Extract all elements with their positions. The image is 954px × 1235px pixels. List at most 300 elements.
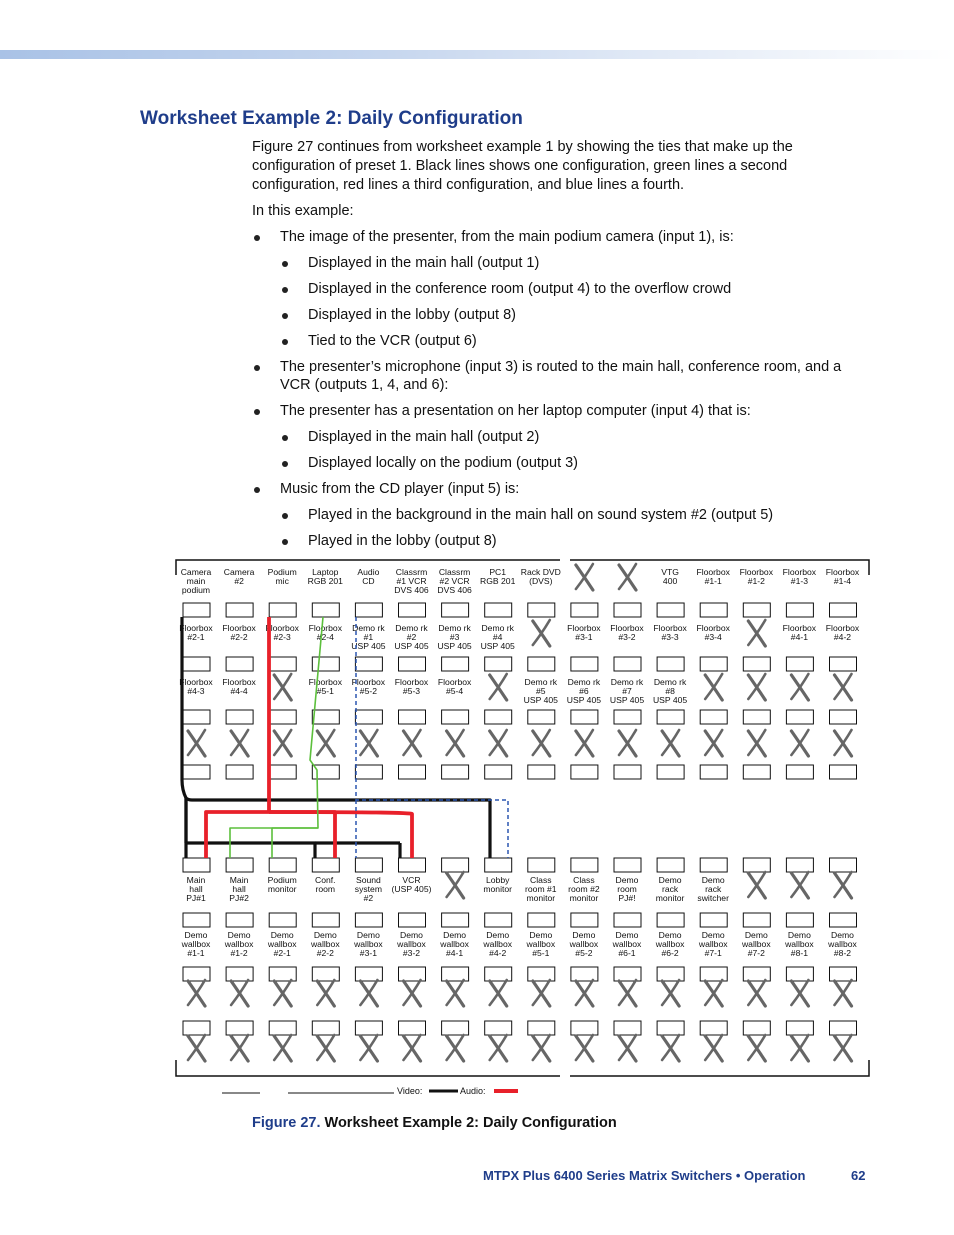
bullet-dot (254, 235, 260, 241)
input-box (786, 657, 813, 671)
input-box (743, 657, 770, 671)
input-box (528, 603, 555, 617)
output-label: wallbox (741, 939, 771, 949)
input-box (528, 710, 555, 724)
input-label: Camera (180, 567, 212, 577)
input-box (355, 765, 382, 779)
input-label: RGB 201 (480, 576, 516, 586)
output-box (830, 913, 857, 927)
output-box (485, 913, 512, 927)
input-label: Floorbox (653, 623, 687, 633)
output-label: Demo (658, 875, 682, 885)
output-box (485, 1021, 512, 1035)
output-label: Demo (184, 930, 208, 940)
input-label: USP 405 (609, 695, 645, 705)
input-label: Floorbox (437, 677, 472, 687)
output-label: Demo (701, 930, 725, 940)
input-label: #5-1 (316, 686, 334, 696)
input-label: Audio (357, 567, 380, 577)
unused-x-mark (533, 730, 550, 756)
red-audio-line (269, 812, 412, 858)
output-label: wallbox (655, 939, 685, 949)
unused-x-mark (404, 1035, 421, 1061)
unused-x-mark (231, 980, 248, 1006)
input-box (399, 765, 426, 779)
unused-x-mark (576, 564, 593, 590)
input-label: #3 (449, 632, 460, 642)
unused-x-mark (317, 730, 334, 756)
input-label: Floorbox (265, 623, 299, 633)
output-label: Demo (443, 930, 467, 940)
bullet-dot (254, 487, 260, 493)
input-box (312, 603, 339, 617)
input-box (743, 603, 770, 617)
input-label: #1-1 (704, 576, 722, 586)
input-label: Camera (223, 567, 255, 577)
input-box (269, 765, 296, 779)
output-box (786, 967, 813, 981)
input-box (700, 710, 727, 724)
output-label: system (354, 884, 383, 894)
output-label: #3-1 (359, 948, 378, 958)
output-box (571, 858, 598, 872)
input-label: #1-3 (790, 576, 809, 586)
output-box (269, 967, 296, 981)
input-label: #6 (579, 686, 589, 696)
input-box (700, 657, 727, 671)
output-label: #8-1 (790, 948, 809, 958)
bullet-text: Tied to the VCR (output 6) (308, 333, 477, 349)
output-box (485, 858, 512, 872)
unused-x-mark (705, 980, 722, 1006)
input-label: Floorbox (179, 623, 213, 633)
bullet-text: Displayed locally on the podium (output 3) (308, 455, 579, 471)
output-box (830, 967, 857, 981)
input-label: USP 405 (652, 695, 688, 705)
input-box (614, 710, 641, 724)
figure-caption (252, 1115, 617, 1131)
bullet-text: The presenter’s microphone (input 3) is routed to the main hall, conference room, and a (280, 359, 842, 375)
bullet-text: Displayed in the main hall (output 1) (308, 255, 540, 271)
input-label: #4-2 (833, 632, 852, 642)
unused-x-mark (619, 1035, 636, 1061)
output-label: Demo (486, 930, 510, 940)
input-label: #4-4 (230, 686, 248, 696)
output-box (614, 1021, 641, 1035)
input-box (743, 710, 770, 724)
input-label: Rack DVD (520, 567, 561, 577)
input-label: Classrm (395, 567, 428, 577)
bullet-dot (282, 261, 288, 267)
input-label: CD (362, 576, 375, 586)
input-label: Floorbox (610, 623, 644, 633)
unused-x-mark (748, 674, 765, 700)
output-box (743, 913, 770, 927)
input-label: #2 (234, 576, 244, 586)
input-box (528, 657, 555, 671)
unused-x-mark (619, 730, 636, 756)
bullet-text: Played in the lobby (output 8) (308, 533, 497, 549)
input-box (786, 710, 813, 724)
input-box (226, 765, 253, 779)
input-label: PC1 (489, 567, 507, 577)
input-label: Floorbox (351, 677, 386, 687)
output-label: wallbox (526, 939, 556, 949)
input-box (269, 603, 296, 617)
input-label: Demo rk (653, 677, 687, 687)
input-box (657, 710, 684, 724)
output-label: Podium (267, 875, 297, 885)
input-label: Floorbox (696, 567, 730, 577)
output-box (226, 858, 253, 872)
output-label: #6-1 (618, 948, 636, 958)
output-label: rack (661, 884, 679, 894)
input-box (485, 765, 512, 779)
input-box (442, 765, 469, 779)
output-box (700, 913, 727, 927)
input-label: Floorbox (308, 623, 343, 633)
output-box (614, 913, 641, 927)
input-label: Floorbox (739, 567, 774, 577)
input-label: DVS 406 (437, 585, 472, 595)
unused-x-mark (791, 1035, 808, 1061)
bullet-dot (282, 513, 288, 519)
output-label: wallbox (397, 939, 426, 949)
input-label: DVS 406 (394, 585, 429, 595)
output-label: Lobby (485, 875, 510, 885)
output-label: PJ#2 (229, 893, 249, 903)
unused-x-mark (274, 1035, 291, 1061)
input-label: #1-2 (747, 576, 765, 586)
output-label: room (315, 884, 336, 894)
output-label: room #2 (568, 884, 600, 894)
output-label: wallbox (440, 939, 469, 949)
unused-x-mark (447, 872, 464, 898)
unused-x-mark (835, 1035, 852, 1061)
output-label: monitor (483, 884, 513, 894)
output-box (355, 858, 382, 872)
figure-number: Figure 27. (252, 1115, 321, 1131)
output-label: Demo (615, 930, 639, 940)
input-label: podium (181, 585, 211, 595)
section-title: Worksheet Example 2: Daily Configuration (140, 108, 523, 129)
output-box (399, 913, 426, 927)
output-box (312, 858, 339, 872)
unused-x-mark (274, 730, 291, 756)
input-box (183, 657, 210, 671)
output-box (399, 1021, 426, 1035)
output-box (571, 913, 598, 927)
unused-x-mark (490, 1035, 507, 1061)
input-label: Floorbox (308, 677, 343, 687)
output-box (700, 1021, 727, 1035)
bullet-dot (254, 365, 260, 371)
frame-line (570, 1060, 869, 1076)
input-label: Floorbox (567, 623, 601, 633)
unused-x-mark (188, 1035, 205, 1061)
output-box (571, 1021, 598, 1035)
input-box (399, 657, 426, 671)
output-box (743, 967, 770, 981)
input-label: Floorbox (179, 677, 213, 687)
output-label: Demo (529, 930, 553, 940)
output-label: wallbox (181, 939, 211, 949)
output-label: wallbox (224, 939, 254, 949)
bullet-dot (254, 409, 260, 415)
input-label: #4-3 (187, 686, 205, 696)
output-label: monitor (569, 893, 599, 903)
output-label: Demo (831, 930, 854, 940)
unused-x-mark (533, 980, 550, 1006)
output-box (743, 1021, 770, 1035)
unused-x-mark (274, 674, 291, 700)
input-box (269, 710, 296, 724)
input-label: #2 VCR (439, 576, 470, 586)
input-label: Demo rk (352, 623, 385, 633)
output-box (226, 913, 253, 927)
output-box (657, 858, 684, 872)
input-label: #2-2 (230, 632, 248, 642)
unused-x-mark (791, 730, 808, 756)
unused-x-mark (576, 980, 593, 1006)
input-label: USP 405 (480, 641, 515, 651)
input-box (355, 657, 382, 671)
output-label: Main (229, 875, 249, 885)
input-box (269, 657, 296, 671)
output-box (355, 1021, 382, 1035)
unused-x-mark (490, 980, 507, 1006)
unused-x-mark (791, 980, 808, 1006)
bullet-text: Music from the CD player (input 5) is: (280, 481, 520, 497)
input-box (226, 657, 253, 671)
input-box (571, 765, 598, 779)
input-label: #2-1 (187, 632, 205, 642)
output-box (226, 1021, 253, 1035)
output-label: room (617, 884, 637, 894)
output-label: wallbox (483, 939, 513, 949)
input-box (312, 657, 339, 671)
output-box (743, 858, 770, 872)
input-label: #7 (622, 686, 632, 696)
input-box (743, 765, 770, 779)
input-box (830, 710, 857, 724)
input-label: RGB 201 (307, 576, 343, 586)
output-label: Demo (787, 930, 811, 940)
output-box (312, 1021, 339, 1035)
output-label: Main (186, 875, 206, 885)
unused-x-mark (404, 980, 421, 1006)
unused-x-mark (360, 1035, 377, 1061)
input-box (786, 765, 813, 779)
unused-x-mark (231, 1035, 248, 1061)
unused-x-mark (533, 620, 550, 646)
output-label: wallbox (828, 939, 857, 949)
input-label: Demo rk (524, 677, 558, 687)
input-label: Demo rk (395, 623, 428, 633)
output-label: monitor (655, 893, 685, 903)
unused-x-mark (447, 730, 464, 756)
output-label: Class (530, 875, 552, 885)
input-label: #3-4 (704, 632, 722, 642)
output-box (528, 858, 555, 872)
input-box (485, 603, 512, 617)
input-box (485, 657, 512, 671)
header-bar (0, 50, 954, 59)
output-box (312, 913, 339, 927)
output-box (226, 967, 253, 981)
intro-line: Figure 27 continues from worksheet example 1 by showing the ties that make up the (252, 139, 793, 155)
unused-x-mark (576, 730, 593, 756)
input-label: Floorbox (222, 677, 256, 687)
input-label: Demo rk (438, 623, 471, 633)
output-label: wallbox (310, 939, 340, 949)
input-box (312, 710, 339, 724)
output-box (614, 858, 641, 872)
input-label: #4-1 (790, 632, 809, 642)
input-label: Floorbox (394, 677, 429, 687)
bullet-dot (282, 461, 288, 467)
unused-x-mark (619, 564, 636, 590)
input-label: Floorbox (825, 623, 860, 633)
output-label: #1-1 (187, 948, 205, 958)
input-label: Podium (267, 567, 297, 577)
output-label: #6-2 (661, 948, 679, 958)
unused-x-mark (490, 730, 507, 756)
unused-x-mark (705, 1035, 722, 1061)
input-label: #1 VCR (396, 576, 427, 586)
unused-x-mark (662, 730, 679, 756)
input-label: #5-3 (402, 686, 421, 696)
unused-x-mark (447, 980, 464, 1006)
input-label: #5-4 (445, 686, 464, 696)
output-box (614, 967, 641, 981)
input-box (571, 710, 598, 724)
output-label: room #1 (525, 884, 557, 894)
input-box (226, 710, 253, 724)
output-box (269, 1021, 296, 1035)
output-label: switcher (697, 893, 729, 903)
output-box (442, 858, 469, 872)
output-box (442, 967, 469, 981)
page-number: 62 (851, 1168, 866, 1183)
bullet-dot (282, 339, 288, 345)
output-label: #5-2 (575, 948, 593, 958)
frame-line (176, 1060, 560, 1076)
bullet-dot (282, 313, 288, 319)
unused-x-mark (835, 872, 852, 898)
input-box (700, 765, 727, 779)
output-label: #2-1 (273, 948, 291, 958)
input-label: #1-4 (833, 576, 852, 586)
input-label: #3-1 (575, 632, 593, 642)
input-label: Floorbox (222, 623, 256, 633)
input-box (571, 603, 598, 617)
output-label: Class (573, 875, 595, 885)
output-label: (USP 405) (391, 884, 432, 894)
input-box (399, 603, 426, 617)
output-box (183, 967, 210, 981)
output-box (571, 967, 598, 981)
output-box (269, 913, 296, 927)
output-label: #2 (363, 893, 374, 903)
unused-x-mark (188, 980, 205, 1006)
output-label: #8-2 (833, 948, 852, 958)
input-label: VTG (661, 567, 679, 577)
output-label: Demo (270, 930, 294, 940)
output-label: #5-1 (532, 948, 550, 958)
output-label: #7-1 (704, 948, 722, 958)
input-label: USP 405 (351, 641, 386, 651)
input-box (614, 765, 641, 779)
output-box (355, 967, 382, 981)
output-label: wallbox (267, 939, 297, 949)
output-label: #4-2 (489, 948, 507, 958)
output-label: #2-2 (316, 948, 334, 958)
input-box (355, 603, 382, 617)
bullet-text: Played in the background in the main hall on sound system #2 (output 5) (308, 507, 774, 523)
unused-x-mark (360, 980, 377, 1006)
input-box (614, 657, 641, 671)
intro-line: configuration of preset 1. Black lines shows one configuration, green lines a second (252, 158, 788, 174)
bullet-text: Displayed in the main hall (output 2) (308, 429, 540, 445)
input-box (442, 603, 469, 617)
output-box (269, 858, 296, 872)
input-box (183, 603, 210, 617)
unused-x-mark (662, 1035, 679, 1061)
output-label: #4-1 (445, 948, 464, 958)
input-label: Floorbox (782, 623, 817, 633)
unused-x-mark (619, 980, 636, 1006)
output-box (183, 913, 210, 927)
output-label: #3-2 (402, 948, 421, 958)
output-box (657, 913, 684, 927)
bullet-text: Displayed in the lobby (output 8) (308, 307, 516, 323)
bullet-dot (282, 539, 288, 545)
output-box (442, 913, 469, 927)
unused-x-mark (748, 980, 765, 1006)
output-label: hall (189, 884, 203, 894)
unused-x-mark (274, 980, 291, 1006)
bullet-dot (282, 435, 288, 441)
input-box (183, 765, 210, 779)
input-label: Laptop (312, 567, 339, 577)
output-label: wallbox (785, 939, 814, 949)
input-box (786, 603, 813, 617)
output-box (312, 967, 339, 981)
unused-x-mark (748, 730, 765, 756)
input-box (657, 603, 684, 617)
unused-x-mark (748, 872, 765, 898)
output-box (183, 1021, 210, 1035)
output-label: PJ#! (618, 893, 636, 903)
output-label: Demo (313, 930, 337, 940)
input-label: USP 405 (394, 641, 429, 651)
input-label: #3-3 (661, 632, 679, 642)
input-label: #1 (363, 632, 374, 642)
legend-video-label: Video: (397, 1086, 423, 1096)
input-label: Demo rk (610, 677, 644, 687)
input-box (528, 765, 555, 779)
unused-x-mark (360, 730, 377, 756)
unused-x-mark (317, 1035, 334, 1061)
worksheet-figure (168, 553, 878, 1103)
bullet-text: The presenter has a presentation on her laptop computer (input 4) that is: (280, 403, 751, 419)
output-label: monitor (267, 884, 297, 894)
output-label: Demo (658, 930, 682, 940)
output-label: Sound (355, 875, 381, 885)
output-box (528, 967, 555, 981)
input-box (399, 710, 426, 724)
